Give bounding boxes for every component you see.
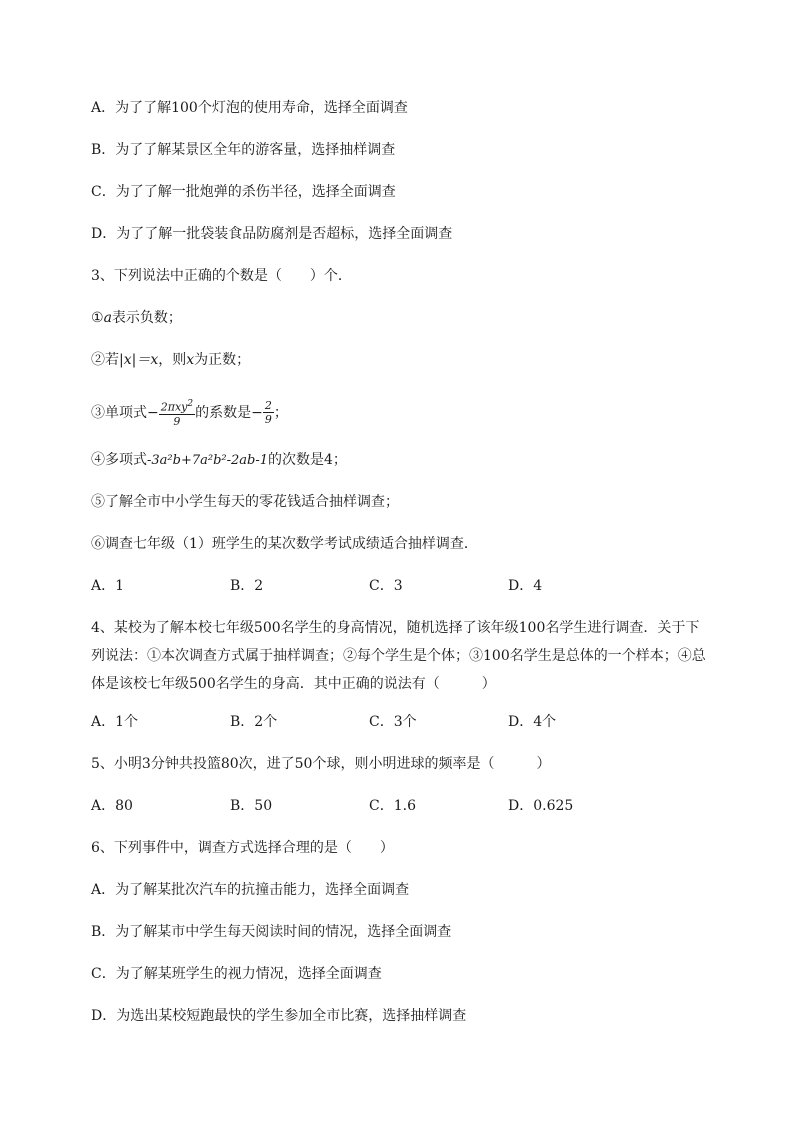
q3-option-d: D．4 <box>508 578 543 594</box>
q3-s4-pre: ④多项式 <box>91 452 147 468</box>
q5-stem: 5、小明3分钟共投篮80次，进了50个球，则小明进球的频率是（ ） <box>91 756 551 772</box>
q3-s3-num2: 2 <box>264 399 272 413</box>
q3-statement-4 <box>91 450 347 471</box>
q3-s1-rest: 表示负数； <box>111 310 182 326</box>
q3-s3-den2: 9 <box>264 413 272 427</box>
q3-s4-expr: -3a²b+7a²b²-2ab-1 <box>147 453 269 468</box>
q3-s3-num-exp: 2 <box>187 399 194 409</box>
q2-option-a: A．为了了解100个灯泡的使用寿命，选择全面调查 <box>91 100 408 116</box>
q3-option-c: C．3 <box>369 578 403 594</box>
q2-option-c: C．为了了解一批炮弹的杀伤半径，选择全面调查 <box>91 184 396 200</box>
q3-s3-pre: ③单项式− <box>91 404 159 421</box>
q3-statement-3 <box>91 398 288 428</box>
q3-s2-abs: |x|＝x <box>119 352 159 368</box>
q3-s2-var: x <box>186 352 195 368</box>
q3-s3-fraction-2 <box>263 399 274 426</box>
q4-stem <box>91 614 711 698</box>
q3-s2-rest: 为正数； <box>194 352 251 368</box>
q3-s3-fraction <box>159 398 195 428</box>
q3-s3-num: 2πxy <box>160 400 188 414</box>
q6-option-b: B．为了解某市中学生每天阅读时间的情况，选择全面调查 <box>91 924 452 940</box>
q4-option-c: C．3个 <box>369 714 417 730</box>
q2-option-b: B．为了了解某景区全年的游客量，选择抽样调查 <box>91 142 396 158</box>
q6-option-d: D．为选出某校短跑最快的学生参加全市比赛，选择抽样调查 <box>91 1008 467 1024</box>
q4-line-1: 4、某校为了解本校七年级500名学生的身高情况，随机选择了该年级100名学生进行调查．关于下 <box>91 620 700 636</box>
q3-option-b: B．2 <box>230 578 264 594</box>
q3-statement-2 <box>91 350 250 370</box>
q3-statement-1 <box>91 308 182 328</box>
q3-s3-den: 9 <box>173 414 181 428</box>
q3-statement-5: ⑤了解全市中小学生每天的零花钱适合抽样调查； <box>91 494 399 510</box>
q3-s3-rest: ； <box>273 404 288 421</box>
q3-s3-mid: 的系数是− <box>195 404 263 421</box>
q5-option-a: A．80 <box>91 798 133 814</box>
q5-option-c: C．1.6 <box>369 798 416 814</box>
q6-stem: 6、下列事件中，调查方式选择合理的是（ ） <box>91 840 394 856</box>
q3-s4-rest: 的次数是4； <box>268 452 347 468</box>
q3-s1-mark: ① <box>91 310 104 326</box>
q6-option-a: A．为了解某批次汽车的抗撞击能力，选择全面调查 <box>91 882 410 898</box>
q3-s1-var: a <box>103 310 112 326</box>
q2-option-d: D．为了了解一批袋装食品防腐剂是否超标，选择全面调查 <box>91 226 453 242</box>
q4-option-b: B．2个 <box>230 714 278 730</box>
q4-line-3: 体是该校七年级500名学生的身高．其中正确的说法有（ ） <box>91 676 496 692</box>
q3-option-a: A．1 <box>91 578 125 594</box>
q4-option-d: D．4个 <box>508 714 557 730</box>
q3-statement-6: ⑥调查七年级（1）班学生的某次数学考试成绩适合抽样调查． <box>91 536 478 552</box>
q4-option-a: A．1个 <box>91 714 139 730</box>
q4-line-2: 列说法：①本次调查方式属于抽样调查；②每个学生是个体；③100名学生是总体的一个样本；④总 <box>91 648 706 664</box>
q3-s2-mid: ，则 <box>158 352 187 368</box>
q3-stem: 3、下列说法中正确的个数是（ ）个． <box>91 268 352 284</box>
q5-option-d: D．0.625 <box>508 798 574 814</box>
q3-s2-pre: ②若 <box>91 352 119 368</box>
q5-option-b: B．50 <box>230 798 273 814</box>
q6-option-c: C．为了解某班学生的视力情况，选择全面调查 <box>91 966 382 982</box>
